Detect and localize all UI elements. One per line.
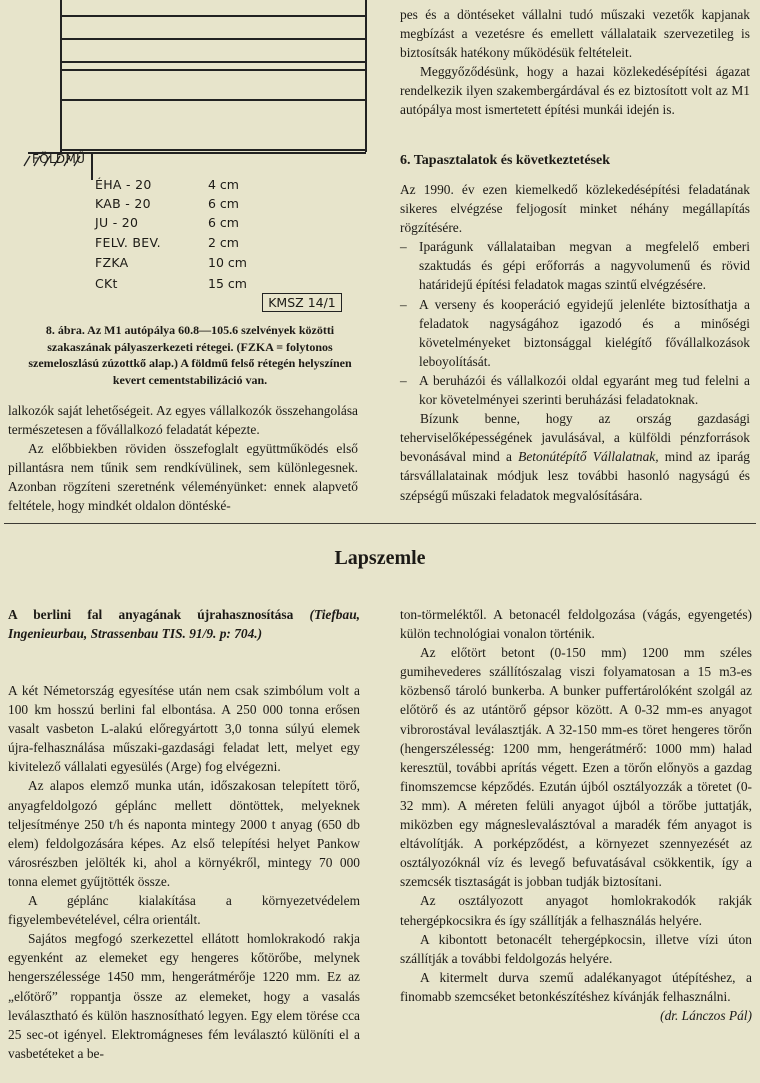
layer-thickness-3: 6 cm (208, 215, 239, 230)
list-item: – Iparágunk vállalataiban megvan a megfelelő emberi szaktudás és gépi erőforrás a nagyvolumenű és rövid határidejű építési feladatok magas szintű elvégzésére. (400, 237, 750, 294)
layer-thickness-1: 4 cm (208, 177, 239, 192)
layer-name-2: KAB - 20 (95, 196, 151, 211)
article-title (8, 605, 360, 643)
paragraph: Az előbbiekben röviden összefoglalt együttműködés első pillantásra nem tűnik sem rendkívülinek, sem különlegesnek. Azonban rögzíteni szeretnénk véleményünket: ennek alapvető feltétele, hogy mindkét oldalon döntéské- (8, 441, 358, 514)
article-right-column (400, 605, 752, 1025)
paragraph: A két Németország egyesítése után nem csak szimbólum volt a 100 km hosszú berlini fal elbontása. A 250 000 tonna erősen vasalt vasbeton L-alakú előregyártott 3,0 tonna súlyú elemek újra-felhasználása műszaki-gazdasági feladat lett, melyet egy kivitelező vállalati egyesülés (Arge) fog elvégezni. (8, 683, 360, 775)
intro-paragraph: Az 1990. év ezen kiemelkedő közlekedésépítési feladatának sikeres elvégzése feljogosít minket néhány megállapítás rögzítésére. (400, 182, 750, 236)
layer-thickness-5: 10 cm (208, 255, 247, 270)
layer-name-5: FZKA (95, 255, 129, 270)
paragraph: A géplánc kialakítása a környezetvédelem figyelembevételével, célra orientált. (8, 893, 360, 928)
layer-name-3: JU - 20 (95, 215, 139, 230)
paragraph: Sajátos megfogó szerkezettel ellátott homlokrakodó rakja egyenként az elemeket egy hengeres kőtörőbe, melynek hengerszélessége 1450 mm, hengerátmérője 1220 mm. Ez az „előtörő” roppantja össze az elemeket, hogy a vasalás leválasztható és külön hasznosítható legyen. Egy elem törése cca 25 sec-ot igényel. Elektromágneses fém leválasztó különíti el a vasbetéteket a be- (8, 931, 360, 1061)
paragraph: Az osztályozott anyagot homlokrakodók rakják tehergépkocsikra és így szállítják a felhasználás helyére. (400, 893, 752, 928)
right-top-text (400, 5, 750, 120)
paragraph: Meggyőződésünk, hogy a hazai közlekedésépítési ágazat rendelkezik ilyen szakembergárdával és ez biztosított volt az M1 autópálya most ismertetett építési munkái idején is. (400, 64, 750, 118)
article-left-column (8, 681, 360, 1063)
right-top-conclusions (400, 180, 750, 505)
left-top-text (8, 401, 358, 516)
conclusion-list (400, 237, 750, 409)
paragraph: Az alapos elemző munka után, időszakosan telepített törő, anyagfeldolgozó géplánc mellett döntöttek, melyeknek teljesítménye 250 t/h és naponta mintegy 2000 t anyag (650 db elem) feldolgozására képes. Az első telepítési helyet Pankow városrészben jelölték ki, ahol a környékről, mintegy 70 000 tonna elemet gyűjtötték össze. (8, 778, 360, 889)
layer-thickness-4: 2 cm (208, 235, 239, 250)
layer-name-6: CKt (95, 276, 118, 291)
paragraph: lalkozók saját lehetőségeit. Az egyes vállalkozók összehangolása természetesen a fővállalkozó feladatát képezte. (8, 403, 358, 438)
paragraph: A kitermelt durva szemű adalékanyagot útépítéshez, a finomabb szemcséket betonkészítéshez kívánják felhasználni. (400, 969, 752, 1004)
figure-stamp: KMSZ 14/1 (262, 293, 342, 312)
layer-name-1: ÉHA - 20 (95, 177, 152, 192)
paragraph: Az előtört betont (0-150 mm) 1200 mm széles gumihevederes szállítószalag viszi folyamatosan a 15 m3-es közbenső tároló bunkerba. A bunker puffertárolóként szolgál az előtörő és az utántörő gépsor között. A 0-32 mm-es anyagot vibrorostával leválasztják. A 32-150 mm-es töret hengeres törőn (hengerszélesség: 1200 mm, hengerátmérő: 1000 mm) halad keresztül, további aprítás végett. Ezen a törőn előnyös a gazdag finomszemcse képződés. Ezután újból osztályozzák a töretet (0-32 mm). A méreten felüli anyagot újból a törőbe juttatják, miközben egy mágneslevalásztóval a maradék fém anyagot is eltávolítják. A porképződést, a környezet szennyezését az osztályozóknál víz és levegő befuvatásával csökkentik, így a szemcsék tisztaságát is jobban tudják biztosítani. (400, 645, 752, 890)
article-author: (dr. Lánczos Pál) (660, 1007, 752, 1023)
list-item: – A verseny és kooperáció egyidejű jelenléte biztosíthatja a feladatok nagyságához igazodó és a minőségi követelményeket biztonsággal kielégítő fővállalkozások leboyolítását. (400, 295, 750, 371)
company-name: Betonútépítő Vállalatnak, (518, 449, 659, 465)
closing-paragraph (400, 409, 750, 504)
layer-thickness-2: 6 cm (208, 196, 239, 211)
figure-caption: 8. ábra. Az M1 autópálya 60.8—105.6 szelvények közötti szakaszának pályaszerkezeti rétegei. (FZKA = folytonos szemeloszlású zúzottkő alap.) A földmű felső rétegén helyszínen kevert cementstabilizáció van. (28, 323, 352, 387)
list-item: – A beruházói és vállalkozói oldal egyaránt meg tud felelni a kor követelményei szerinti beruházási feladatoknak. (400, 371, 750, 409)
article-title-text: A berlini fal anyagának újrahasznosítása (8, 607, 294, 622)
pavement-figure (0, 0, 370, 325)
foldmu-label: FÖLDMŰ (32, 152, 86, 166)
section-title: Lapszemle (334, 547, 426, 569)
closing-text-2: mind az iparág társvállalatainak módjuk lesz további hasonló nagyságú és szépségű műszaki feladatok megvalósítására. (400, 449, 750, 503)
paragraph: ton-törmeléktől. A betonacél feldolgozása (vágás, egyengetés) külön technológiai vonalon történik. (400, 607, 752, 642)
article-source: (Tiefbau, Ingenieurbau, Strassenbau TIS. 91/9. p: 704.) (8, 607, 360, 641)
section-heading: 6. Tapasztalatok és következtetések (400, 153, 610, 168)
paragraph: pes és a döntéseket vállalni tudó műszaki vezetők kapjanak megbízást a vezetésre és emellett vállalataik szervezetileg is biztosítsák hatékony működésük feltételeit. (400, 7, 750, 61)
layer-thickness-6: 15 cm (208, 276, 247, 291)
section-divider (4, 523, 756, 524)
paragraph: A kibontott betonacélt tehergépkocsin, illetve vízi úton szállítják a további feldolgozás helyére. (400, 931, 752, 966)
layer-name-4: FELV. BEV. (95, 235, 161, 250)
closing-text-1: Bízunk benne, hogy az ország gazdasági teherviselőképességének javulásával, a külföldi pénzforrások bevonásával mind a (400, 411, 750, 465)
